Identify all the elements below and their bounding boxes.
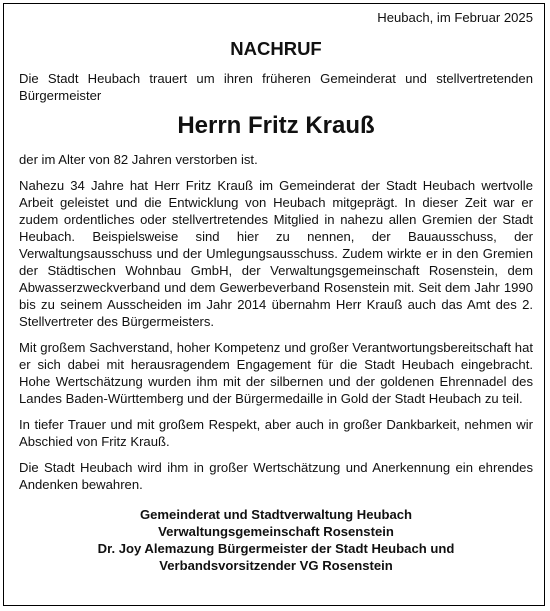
signature-line: Verwaltungsgemeinschaft Rosenstein xyxy=(158,524,394,539)
intro-text: Die Stadt Heubach trauert um ihren früheren Gemeinderat und stellvertretenden Bürgermeister xyxy=(19,71,533,103)
paragraph-remembrance: Die Stadt Heubach wird ihm in großer Wertschätzung und Anerkennung ein ehrendes Andenken bewahren. xyxy=(19,460,533,492)
signature-line: Verbandsvorsitzender VG Rosenstein xyxy=(159,558,393,573)
signature-line: Gemeinderat und Stadtverwaltung Heubach xyxy=(139,507,413,522)
heading: NACHRUF xyxy=(230,38,322,59)
age-line: der im Alter von 82 Jahren verstorben ist. xyxy=(19,152,258,167)
dateline: Heubach, im Februar 2025 xyxy=(377,10,533,25)
paragraph-honors: Mit großem Sachverstand, hoher Kompetenz und großer Verantwortungsbereitschaft hat er sich dabei mit herausragendem Engagement für die Stadt Heubach eingebracht. Hohe Wertschätzung wurden ihm mit der silbernen und der goldenen Ehrennadel des Landes Baden-Württemberg und der Bürgermedaille in Gold der Stadt Heubach zu teil. xyxy=(19,340,533,406)
paragraph-farewell: In tiefer Trauer und mit großem Respekt, aber auch in großer Dankbarkeit, nehmen wir Abschied von Fritz Krauß. xyxy=(19,417,533,449)
deceased-name: Herrn Fritz Krauß xyxy=(177,112,375,139)
obituary-notice xyxy=(19,9,533,574)
signature-line: Dr. Joy Alemazung Bürgermeister der Stadt Heubach und xyxy=(97,541,455,556)
paragraph-career: Nahezu 34 Jahre hat Herr Fritz Krauß im Gemeinderat der Stadt Heubach wertvolle Arbeit geleistet und die Entwicklung von Heubach mitgeprägt. In dieser Zeit war er zudem ordentliches oder stellvertretendes Mitglied in nahezu allen Gremien der Stadt Heubach. Beispielsweise sind hier zu nennen, der Bauausschuss, der Verwaltungsausschuss und der Umlegungsausschuss. Zudem wirkte er in den Gremien der Städtischen Wohnbau GmbH, der Verwaltungsgemeinschaft Rosenstein, dem Abwasserzweckverband und dem Gewerbeverband Rosenstein mit. Seit dem Jahr 1990 bis zu seinem Ausscheiden im Jahr 2014 übernahm Herr Krauß auch das Amt des 2. Stellvertreter des Bürgermeisters. xyxy=(19,178,533,329)
signature-block xyxy=(19,506,533,574)
